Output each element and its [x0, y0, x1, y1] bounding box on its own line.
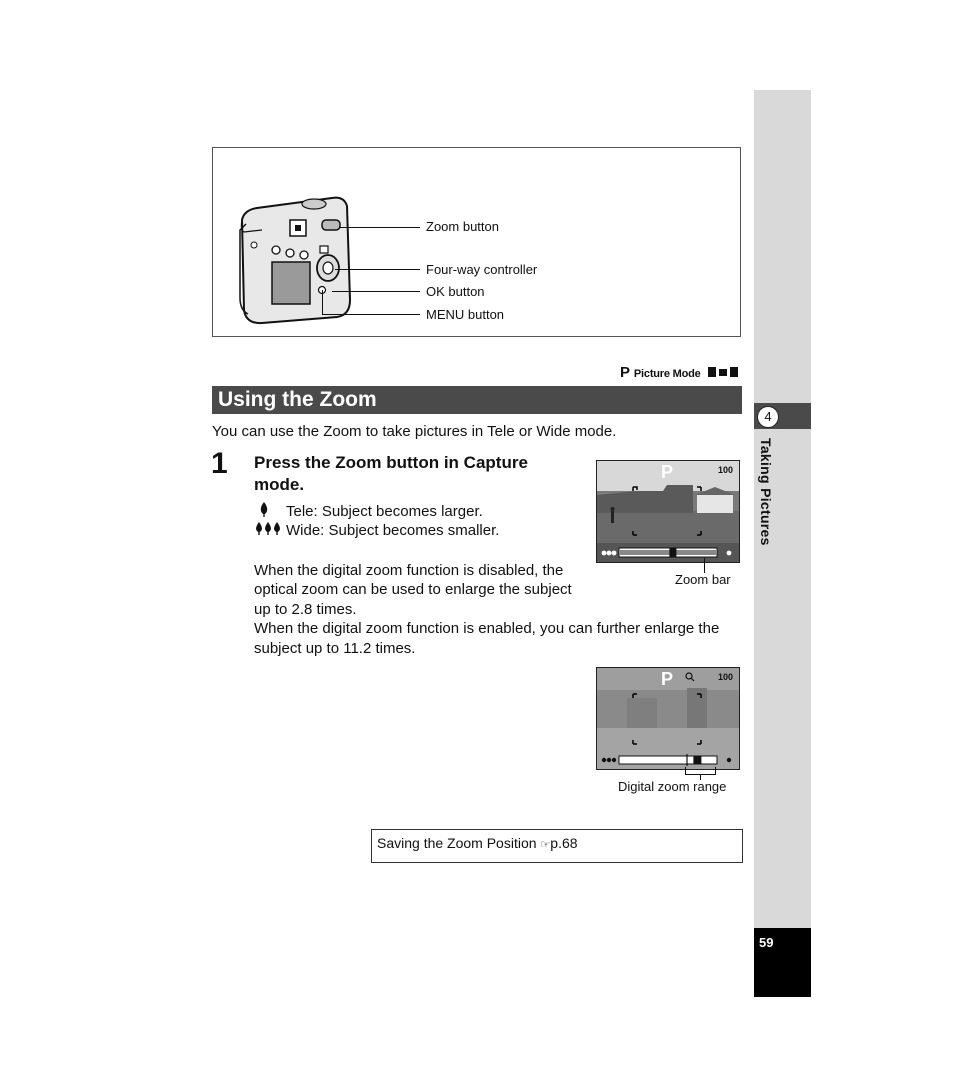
lcd-screen-optical-zoom — [596, 460, 740, 563]
mode-letter: P — [620, 364, 630, 381]
tele-icon — [258, 501, 270, 517]
menu-button-callout: MENU button — [426, 307, 505, 322]
ok-button-callout: OK button — [426, 284, 485, 299]
tele-description: Tele: Subject becomes larger. — [286, 503, 483, 520]
mode-label: Picture Mode — [633, 368, 701, 380]
movie-mode-icon — [708, 366, 740, 378]
digital-zoom-disabled-line-3: up to 2.8 times. — [254, 601, 357, 618]
screen-2-shot-count: 100 — [718, 672, 734, 682]
four-way-controller-leader — [335, 269, 420, 270]
chapter-title: Taking Pictures — [758, 438, 774, 546]
zoom-button-leader — [340, 227, 420, 228]
camera-back-illustration — [232, 190, 357, 330]
digital-zoom-disabled-line-1: When the digital zoom function is disabled, the — [254, 562, 564, 579]
wide-icon — [255, 520, 281, 536]
reference-note-text: Saving the Zoom Position — [377, 835, 537, 851]
screen-1-mode-letter: P — [661, 462, 674, 482]
zoom-bar — [601, 547, 737, 559]
digital-zoom-enabled-line-2: subject up to 11.2 times. — [254, 640, 416, 657]
zoom-button-callout: Zoom button — [426, 219, 499, 234]
menu-button-leader — [322, 314, 420, 315]
page-number: 59 — [759, 935, 774, 950]
digital-zoom-range-caption: Digital zoom range — [618, 779, 727, 794]
section-title: Using the Zoom — [218, 388, 377, 411]
zoom-position-marker — [669, 548, 676, 557]
reference-note — [377, 835, 578, 851]
section-intro: You can use the Zoom to take pictures in Tele or Wide mode. — [212, 423, 617, 440]
screen-1-shot-count: 100 — [718, 465, 734, 475]
lcd-screen-digital-zoom — [596, 667, 740, 770]
four-way-controller-callout: Four-way controller — [426, 262, 538, 277]
step-title: Press the Zoom button in Capture mode. — [254, 453, 528, 494]
zoom-bar-leader — [704, 558, 705, 573]
screen-2-mode-letter: P — [661, 669, 674, 689]
digital-zoom-enabled-line-1: When the digital zoom function is enabled, you can further enlarge the — [254, 620, 720, 637]
zoom-bar-caption: Zoom bar — [675, 572, 731, 587]
mode-indicator — [620, 364, 740, 381]
digital-zoom-disabled-line-2: optical zoom can be used to enlarge the subject — [254, 581, 572, 598]
wide-description: Wide: Subject becomes smaller. — [286, 522, 500, 539]
page-reference-icon: ☞ — [540, 839, 551, 851]
page-reference-link[interactable]: p.68 — [550, 835, 578, 851]
chapter-number: 4 — [757, 406, 779, 428]
menu-button-leader-vertical — [322, 290, 323, 315]
step-number: 1 — [211, 447, 228, 480]
zoom-position-marker — [693, 756, 701, 764]
digital-zoom-bar — [601, 754, 737, 766]
ok-button-leader — [332, 291, 420, 292]
